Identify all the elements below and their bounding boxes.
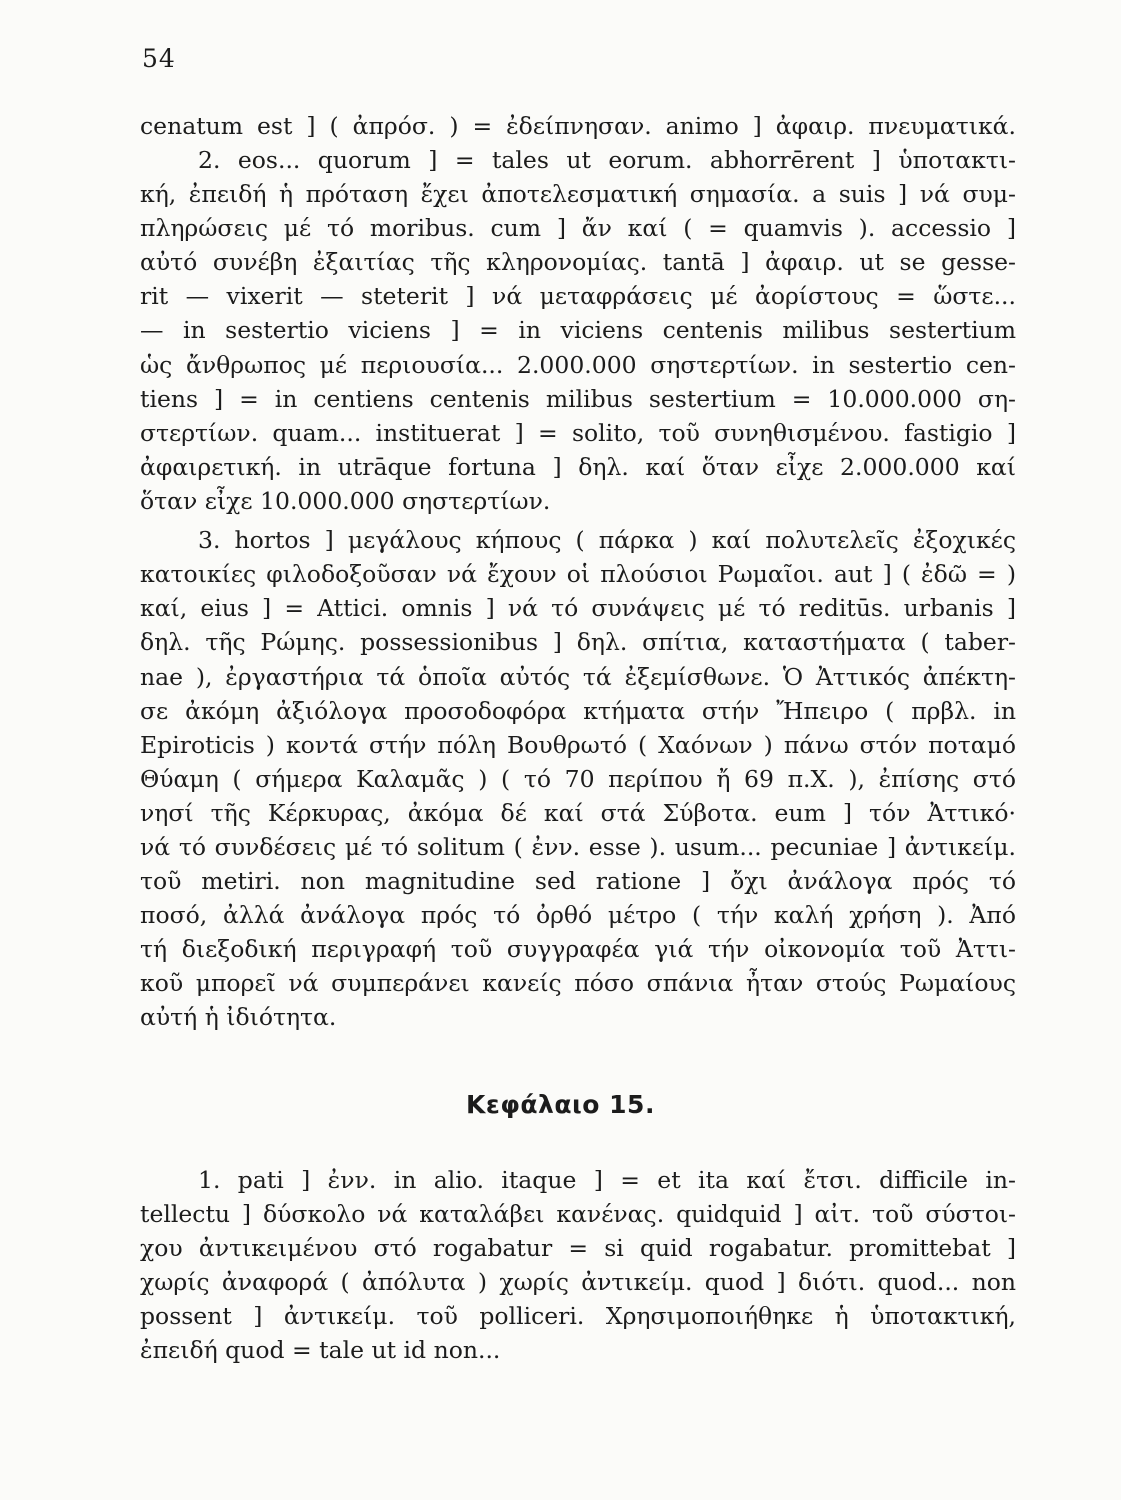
chapter-heading: Κεφάλαιο 15. (466, 1090, 655, 1119)
text-line: tiens ] = in centiens centenis milibus sestertium = 10.000.000 ση- (140, 385, 1016, 413)
text-line: cenatum est ] ( ἀπρόσ. ) = ἐδείπνησαν. animo ] ἀφαιρ. πνευματικά. (140, 112, 1016, 140)
text-line: — in sestertio viciens ] = in viciens centenis milibus sestertium (140, 316, 1016, 344)
text-line: ὅταν εἶχε 10.000.000 σηστερτίων. (140, 487, 551, 515)
text-line: ὡς ἄνθρωπος μέ περιουσία... 2.000.000 σηστερτίων. in sestertio cen- (140, 351, 1016, 379)
text-line: κή, ἐπειδή ἡ πρόταση ἔχει ἀποτελεσματική σημασία. a suis ] νά συμ- (140, 180, 1016, 208)
text-line: χωρίς ἀναφορά ( ἀπόλυτα ) χωρίς ἀντικείμ. quod ] διότι. quod... non (140, 1268, 1016, 1296)
text-line: Θύαμη ( σήμερα Καλαμᾶς ) ( τό 70 περίπου ἤ 69 π.Χ. ), ἐπίσης στό (140, 765, 1016, 793)
text-line: σε ἀκόμη ἀξιόλογα προσοδοφόρα κτήματα στήν Ἤπειρο ( πρβλ. in (140, 697, 1016, 725)
text-line: nae ), ἐργαστήρια τά ὁποῖα αὐτός τά ἐξεμίσθωνε. Ὁ Ἀττικός ἀπέκτη- (140, 663, 1016, 691)
text-line: χου ἀντικειμένου στό rogabatur = si quid rogabatur. promittebat ] (140, 1234, 1016, 1262)
text-line: κατοικίες φιλοδοξοῦσαν νά ἔχουν οἱ πλούσιοι Ρωμαῖοι. aut ] ( ἐδῶ = ) (140, 560, 1016, 588)
text-line: rit — vixerit — steterit ] νά μεταφράσεις μέ ἀορίστους = ὥστε... (140, 282, 1016, 310)
text-line: ἐπειδή quod = tale ut id non... (140, 1336, 501, 1364)
text-line: tellectu ] δύσκολο νά καταλάβει κανένας. quidquid ] αἰτ. τοῦ σύστοι- (140, 1200, 1016, 1228)
text-line: στερτίων. quam... instituerat ] = solito, τοῦ συνηθισμένου. fastigio ] (140, 419, 1016, 447)
text-line: 2. eos... quorum ] = tales ut eorum. abhorrērent ] ὑποτακτι- (198, 146, 1016, 174)
text-line: τή διεξοδική περιγραφή τοῦ συγγραφέα γιά τήν οἰκονομία τοῦ Ἀττι- (140, 935, 1016, 963)
page-number: 54 (142, 44, 176, 73)
text-line: possent ] ἀντικείμ. τοῦ polliceri. Χρησιμοποιήθηκε ἡ ὑποτακτική, (140, 1302, 1016, 1330)
text-line: 3. hortos ] μεγάλους κήπους ( πάρκα ) καί πολυτελεῖς ἐξοχικές (198, 526, 1016, 554)
text-line: πληρώσεις μέ τό moribus. cum ] ἄν καί ( = quamvis ). accessio ] (140, 214, 1016, 242)
text-line: ἀφαιρετική. in utrāque fortuna ] δηλ. καί ὅταν εἶχε 2.000.000 καί (140, 453, 1016, 481)
text-line: 1. pati ] ἐνν. in alio. itaque ] = et ita καί ἔτσι. difficile in- (198, 1166, 1016, 1194)
text-line: νησί τῆς Κέρκυρας, ἀκόμα δέ καί στά Σύβοτα. eum ] τόν Ἀττικό· (140, 799, 1016, 827)
text-line: ποσό, ἀλλά ἀνάλογα πρός τό ὀρθό μέτρο ( τήν καλή χρήση ). Ἀπό (140, 901, 1016, 929)
text-line: αὐτό συνέβη ἐξαιτίας τῆς κληρονομίας. tantā ] ἀφαιρ. ut se gesse- (140, 248, 1016, 276)
text-line: νά τό συνδέσεις μέ τό solitum ( ἐνν. esse ). usum... pecuniae ] ἀντικείμ. (140, 833, 1016, 861)
text-line: καί, eius ] = Attici. omnis ] νά τό συνάψεις μέ τό reditūs. urbanis ] (140, 594, 1016, 622)
text-line: αὐτή ἡ ἰδιότητα. (140, 1003, 337, 1031)
text-line: Epiroticis ) κοντά στήν πόλη Βουθρωτό ( Χαόνων ) πάνω στόν ποταμό (140, 731, 1016, 759)
text-line: τοῦ metiri. non magnitudine sed ratione ] ὄχι ἀνάλογα πρός τό (140, 867, 1016, 895)
text-line: κοῦ μπορεῖ νά συμπεράνει κανείς πόσο σπάνια ἦταν στούς Ρωμαίους (140, 969, 1016, 997)
text-line: δηλ. τῆς Ρώμης. possessionibus ] δηλ. σπίτια, καταστήματα ( taber- (140, 628, 1016, 656)
